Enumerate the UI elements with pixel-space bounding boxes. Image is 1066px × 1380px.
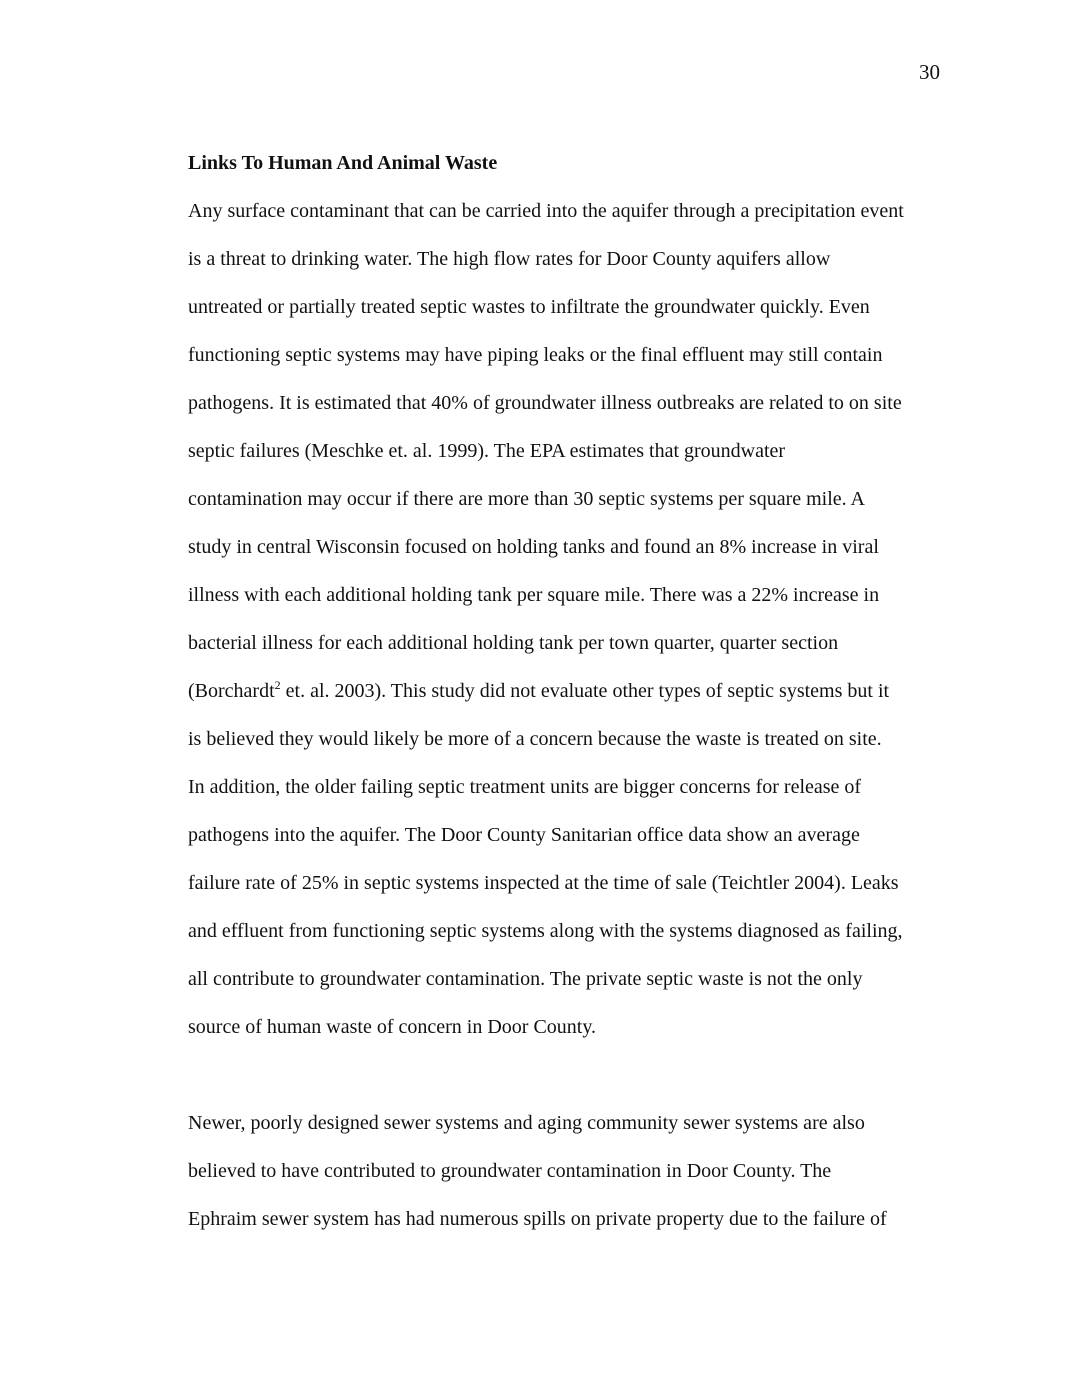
page-number: 30 [919,60,940,84]
citation-line [188,678,942,726]
citation-text-before: (Borchardt [188,680,275,702]
text-line: pathogens. It is estimated that 40% of groundwater illness outbreaks are related to on site [188,392,902,414]
paragraph-2 [188,1110,942,1254]
text-line: illness with each additional holding tank per square mile. There was a 22% increase in [188,584,880,606]
paragraph-spacer [188,1062,942,1110]
text-line: functioning septic systems may have piping leaks or the final effluent may still contain [188,344,883,366]
paragraph-1 [188,198,942,1062]
citation-text-after: et. al. 2003). This study did not evaluate other types of septic systems but it [280,680,890,702]
text-line: believed to have contributed to groundwater contamination in Door County. The [188,1160,832,1182]
section-heading: Links To Human And Animal Waste [188,152,498,174]
footnote-superscript: 2 [274,678,281,692]
text-line: bacterial illness for each additional holding tank per town quarter, quarter section [188,632,839,654]
text-line: failure rate of 25% in septic systems inspected at the time of sale (Teichtler 2004). Leaks [188,872,899,894]
document-body [188,150,942,1254]
text-line: study in central Wisconsin focused on holding tanks and found an 8% increase in viral [188,536,879,558]
text-line: Ephraim sewer system has had numerous spills on private property due to the failure of [188,1208,887,1230]
text-line: and effluent from functioning septic systems along with the systems diagnosed as failing, [188,920,903,942]
text-line: septic failures (Meschke et. al. 1999). The EPA estimates that groundwater [188,440,786,462]
text-line: is a threat to drinking water. The high flow rates for Door County aquifers allow [188,248,831,270]
text-line: is believed they would likely be more of a concern because the waste is treated on site. [188,728,882,750]
text-line: In addition, the older failing septic treatment units are bigger concerns for release of [188,776,862,798]
text-line: contamination may occur if there are more than 30 septic systems per square mile. A [188,488,866,510]
text-line: pathogens into the aquifer. The Door County Sanitarian office data show an average [188,824,860,846]
text-line: source of human waste of concern in Door County. [188,1016,597,1038]
text-line: Newer, poorly designed sewer systems and aging community sewer systems are also [188,1112,865,1134]
text-line: untreated or partially treated septic wastes to infiltrate the groundwater quickly. Even [188,296,870,318]
text-line: all contribute to groundwater contamination. The private septic waste is not the only [188,968,863,990]
text-line: Any surface contaminant that can be carried into the aquifer through a precipitation event [188,200,904,222]
